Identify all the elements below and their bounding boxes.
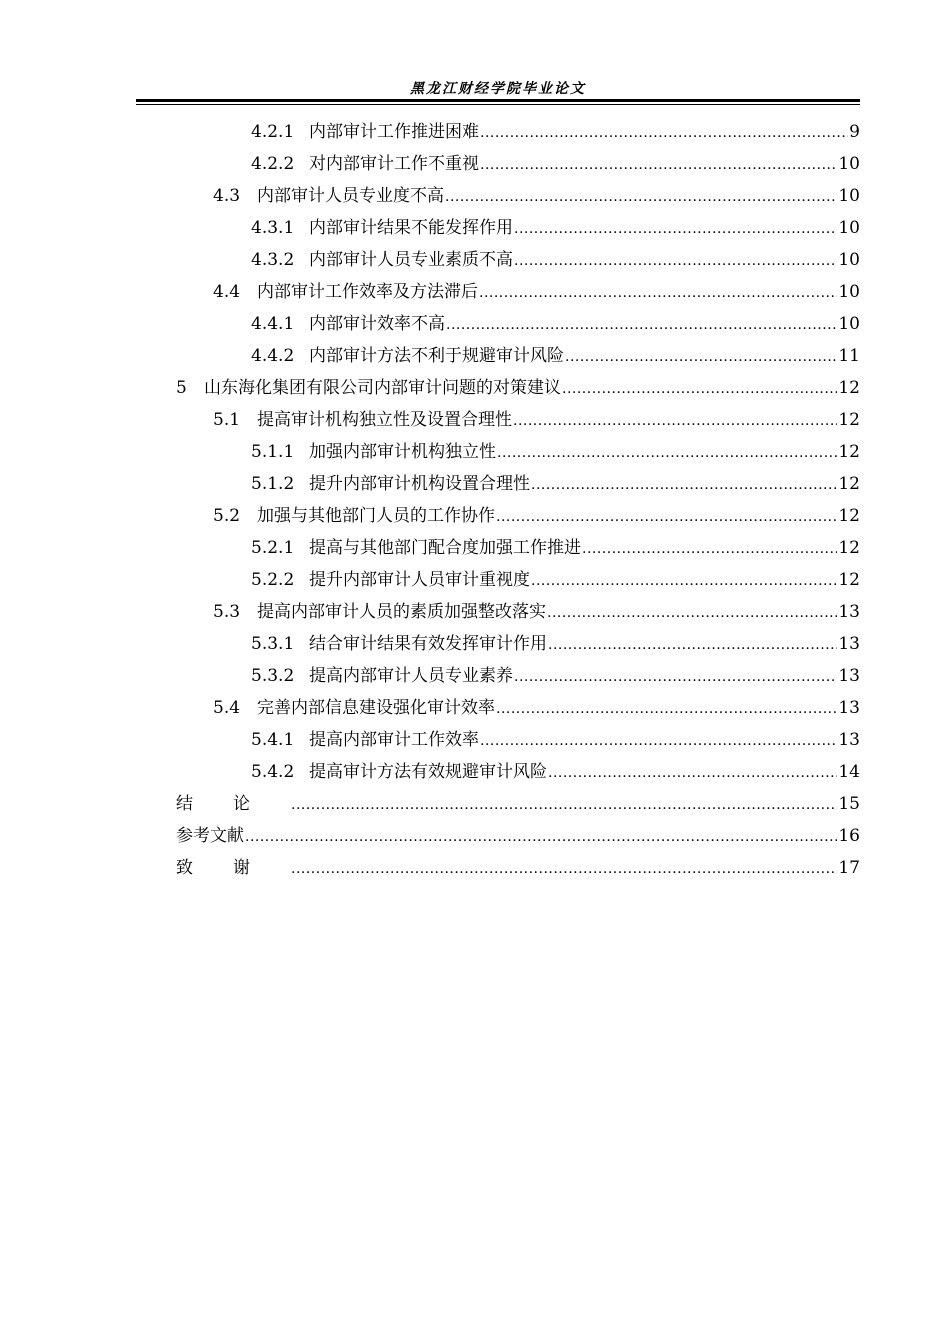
toc-entry-title: 致谢 bbox=[176, 858, 290, 878]
toc-entry-leader-dots bbox=[496, 698, 837, 718]
toc-entry[interactable] bbox=[251, 149, 860, 181]
toc-entry-title: 提高与其他部门配合度加强工作推进 bbox=[309, 538, 581, 558]
toc-entry-leader-dots bbox=[548, 762, 837, 782]
toc-entry-page-number: 12 bbox=[838, 570, 860, 590]
toc-entry[interactable] bbox=[213, 277, 860, 309]
toc-entry-page-number: 10 bbox=[838, 186, 860, 206]
toc-entry-number: 5.4 bbox=[213, 698, 241, 718]
toc-entry-title: 山东海化集团有限公司内部审计问题的对策建议 bbox=[204, 378, 561, 398]
toc-entry-leader-dots bbox=[565, 346, 837, 366]
toc-entry-title: 内部审计人员专业度不高 bbox=[257, 186, 444, 206]
toc-entry-number: 5.1.1 bbox=[251, 442, 295, 462]
toc-entry-page-number: 10 bbox=[838, 250, 860, 270]
toc-entry-title: 对内部审计工作不重视 bbox=[309, 154, 479, 174]
toc-entry-page-number: 16 bbox=[838, 826, 860, 846]
toc-entry-leader-dots bbox=[514, 218, 837, 238]
toc-entry-number: 5.2.2 bbox=[251, 570, 295, 590]
toc-entry-number: 4.4 bbox=[213, 282, 241, 302]
toc-entry-title: 完善内部信息建设强化审计效率 bbox=[257, 698, 495, 718]
toc-entry-page-number: 15 bbox=[838, 794, 860, 814]
toc-entry-page-number: 13 bbox=[838, 698, 860, 718]
toc-entry-number: 4.4.2 bbox=[251, 346, 295, 366]
toc-entry-page-number: 12 bbox=[838, 474, 860, 494]
toc-entry[interactable] bbox=[176, 853, 860, 885]
toc-entry[interactable] bbox=[251, 117, 860, 149]
toc-entry-number: 5.2.1 bbox=[251, 538, 295, 558]
toc-entry[interactable] bbox=[251, 341, 860, 373]
toc-entry-number: 5.4.1 bbox=[251, 730, 295, 750]
toc-entry-page-number: 13 bbox=[838, 666, 860, 686]
toc-entry-number: 5.3 bbox=[213, 602, 241, 622]
toc-entry-title: 内部审计工作效率及方法滞后 bbox=[257, 282, 478, 302]
toc-entry-title: 内部审计效率不高 bbox=[309, 314, 445, 334]
toc-entry-page-number: 14 bbox=[838, 762, 860, 782]
toc-entry-number: 5.4.2 bbox=[251, 762, 295, 782]
toc-entry[interactable] bbox=[213, 405, 860, 437]
toc-entry-leader-dots bbox=[245, 826, 837, 846]
toc-entry-leader-dots bbox=[480, 730, 837, 750]
toc-entry-leader-dots bbox=[479, 282, 837, 302]
toc-entry[interactable] bbox=[176, 789, 860, 821]
toc-entry-leader-dots bbox=[446, 314, 837, 334]
toc-entry-title: 参考文献 bbox=[176, 826, 244, 846]
toc-entry-page-number: 12 bbox=[838, 538, 860, 558]
toc-entry[interactable] bbox=[176, 373, 860, 405]
toc-entry-title: 结合审计结果有效发挥审计作用 bbox=[309, 634, 547, 654]
toc-entry-number: 4.2.1 bbox=[251, 122, 295, 142]
toc-entry[interactable] bbox=[251, 469, 860, 501]
toc-entry-number: 5.1 bbox=[213, 410, 241, 430]
toc-entry-title: 提高审计方法有效规避审计风险 bbox=[309, 762, 547, 782]
toc-entry-number: 5.3.2 bbox=[251, 666, 295, 686]
toc-entry-leader-dots bbox=[547, 602, 837, 622]
toc-entry-leader-dots bbox=[531, 474, 837, 494]
toc-entry-page-number: 9 bbox=[849, 122, 860, 142]
toc-entry-page-number: 13 bbox=[838, 634, 860, 654]
toc-entry-leader-dots bbox=[548, 634, 837, 654]
toc-entry-number: 5.1.2 bbox=[251, 474, 295, 494]
toc-entry-page-number: 10 bbox=[838, 314, 860, 334]
toc-entry-title: 内部审计工作推进困难 bbox=[309, 122, 479, 142]
toc-entry-page-number: 13 bbox=[838, 730, 860, 750]
toc-entry[interactable] bbox=[213, 181, 860, 213]
toc-entry-title: 提升内部审计人员审计重视度 bbox=[309, 570, 530, 590]
toc-entry-number: 4.3.2 bbox=[251, 250, 295, 270]
toc-entry-number: 5.3.1 bbox=[251, 634, 295, 654]
toc-entry-leader-dots bbox=[531, 570, 837, 590]
header-rule-thick bbox=[136, 99, 860, 102]
toc-entry-leader-dots bbox=[496, 506, 837, 526]
toc-entry-leader-dots bbox=[480, 154, 837, 174]
toc-entry-leader-dots bbox=[497, 442, 837, 462]
toc-entry-leader-dots bbox=[291, 858, 837, 878]
toc-entry-number: 4.4.1 bbox=[251, 314, 295, 334]
toc-entry-title: 内部审计结果不能发挥作用 bbox=[309, 218, 513, 238]
toc-entry-page-number: 12 bbox=[838, 410, 860, 430]
toc-entry-page-number: 17 bbox=[838, 858, 860, 878]
toc-entry[interactable] bbox=[251, 757, 860, 789]
toc-entry-page-number: 10 bbox=[838, 218, 860, 238]
toc-entry-title: 提高内部审计人员专业素养 bbox=[309, 666, 513, 686]
toc-entry-leader-dots bbox=[514, 250, 837, 270]
toc-entry-leader-dots bbox=[513, 410, 837, 430]
toc-entry-number: 4.3 bbox=[213, 186, 241, 206]
toc-entry-number: 5 bbox=[176, 378, 187, 398]
toc-entry-leader-dots bbox=[445, 186, 837, 206]
toc-entry-title: 提高内部审计工作效率 bbox=[309, 730, 479, 750]
toc-entry-leader-dots bbox=[562, 378, 837, 398]
toc-entry-page-number: 12 bbox=[838, 378, 860, 398]
toc-entry[interactable] bbox=[251, 213, 860, 245]
page-header-title: 黑龙江财经学院毕业论文 bbox=[410, 81, 586, 97]
toc-entry-number: 4.3.1 bbox=[251, 218, 295, 238]
toc-entry-page-number: 10 bbox=[838, 282, 860, 302]
toc-entry-title: 加强与其他部门人员的工作协作 bbox=[257, 506, 495, 526]
toc-entry-title: 提升内部审计机构设置合理性 bbox=[309, 474, 530, 494]
toc-entry-page-number: 10 bbox=[838, 154, 860, 174]
toc-entry-page-number: 13 bbox=[838, 602, 860, 622]
toc-entry[interactable] bbox=[213, 501, 860, 533]
toc-entry-number: 5.2 bbox=[213, 506, 241, 526]
toc-entry[interactable] bbox=[251, 437, 860, 469]
header-rule-thin bbox=[136, 104, 860, 105]
toc-entry-page-number: 12 bbox=[838, 506, 860, 526]
toc-entry-title: 内部审计人员专业素质不高 bbox=[309, 250, 513, 270]
toc-entry-title: 提高审计机构独立性及设置合理性 bbox=[257, 410, 512, 430]
toc-entry-leader-dots bbox=[514, 666, 837, 686]
toc-entry-leader-dots bbox=[582, 538, 837, 558]
toc-entry[interactable] bbox=[251, 725, 860, 757]
toc-entry-title: 加强内部审计机构独立性 bbox=[309, 442, 496, 462]
toc-entry-page-number: 12 bbox=[838, 442, 860, 462]
toc-entry-page-number: 11 bbox=[838, 346, 860, 366]
toc-entry-title: 提高内部审计人员的素质加强整改落实 bbox=[257, 602, 546, 622]
toc-entry[interactable] bbox=[251, 533, 860, 565]
toc-entry[interactable] bbox=[251, 629, 860, 661]
toc-entry[interactable] bbox=[251, 565, 860, 597]
toc-entry[interactable] bbox=[213, 693, 860, 725]
toc-entry-leader-dots bbox=[291, 794, 837, 814]
toc-entry-title: 结论 bbox=[176, 794, 290, 814]
toc-entry-number: 4.2.2 bbox=[251, 154, 295, 174]
toc-entry[interactable] bbox=[251, 309, 860, 341]
toc-entry[interactable] bbox=[213, 597, 860, 629]
toc-entry[interactable] bbox=[176, 821, 860, 853]
toc-entry-title: 内部审计方法不利于规避审计风险 bbox=[309, 346, 564, 366]
toc-entry-leader-dots bbox=[480, 122, 848, 142]
toc-entry[interactable] bbox=[251, 245, 860, 277]
toc-entry[interactable] bbox=[251, 661, 860, 693]
